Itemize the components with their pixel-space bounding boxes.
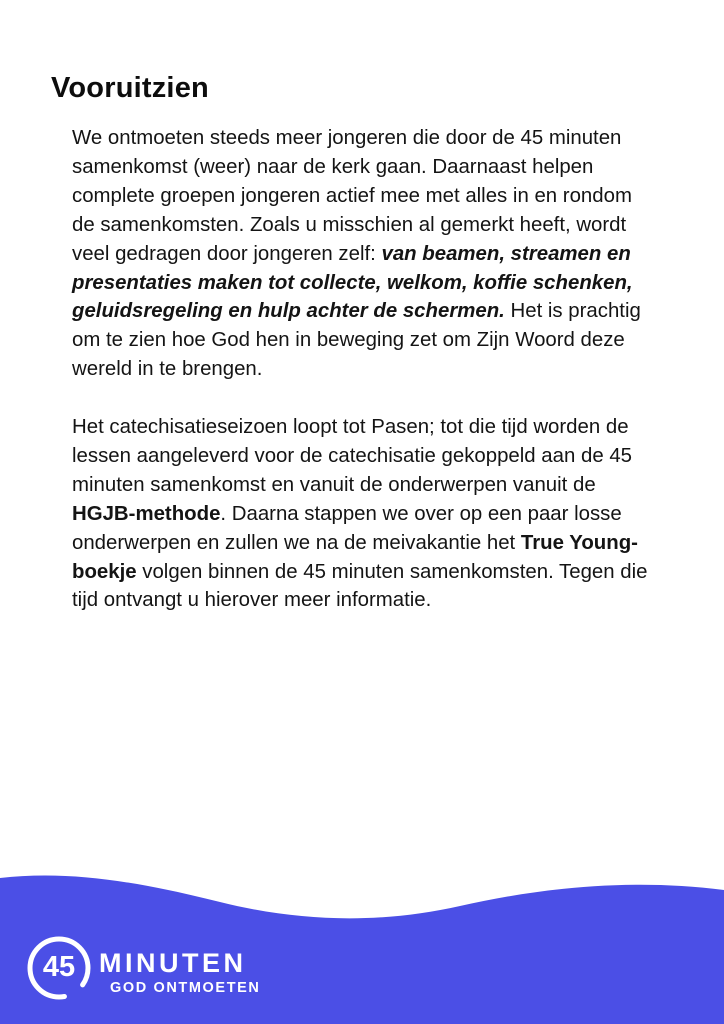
paragraph-ministry	[72, 124, 652, 384]
page-title: Vooruitzien	[51, 72, 209, 104]
method-name: HGJB-methode	[72, 502, 221, 525]
body-text	[72, 124, 652, 615]
paragraph-text: We ontmoeten steeds meer jongeren die door de 45 minuten samenkomst (weer) naar de kerk gaan. Daarnaast helpen complete groepen jongeren actief mee met alles in en rondom de samenkomsten. Zoals u misschien al gemerkt heeft, wordt veel gedragen door jongeren zelf:	[72, 127, 632, 265]
paragraph-text: Het is prachtig om te zien hoe God hen in beweging zet om Zijn Woord deze wereld in te brengen.	[72, 300, 641, 381]
footer-wave	[0, 860, 724, 1024]
logo-tagline: GOD ONTMOETEN	[110, 980, 261, 996]
emphasis-text: van beamen, streamen en presentaties maken tot collecte, welkom, koffie schenken, geluidsregeling en hulp achter de schermen.	[72, 242, 633, 323]
paragraph-catechism	[72, 413, 652, 615]
booklet-name: True Young-boekje	[72, 531, 638, 583]
logo-wordmark: MINUTEN	[99, 948, 247, 978]
paragraph-text: volgen binnen de 45 minuten samenkomsten. Tegen die tijd ontvangt u hierover meer informatie.	[72, 560, 648, 612]
paragraph-text: Het catechisatieseizoen loopt tot Pasen; tot die tijd worden de lessen aangeleverd voor de catechisatie gekoppeld aan de 45 minuten samenkomst en vanuit de onderwerpen vanuit de	[72, 416, 633, 496]
logo-number: 45	[42, 951, 76, 983]
paragraph-text: . Daarna stappen we over op een paar losse onderwerpen en zullen we na de meivakantie het	[72, 502, 622, 554]
